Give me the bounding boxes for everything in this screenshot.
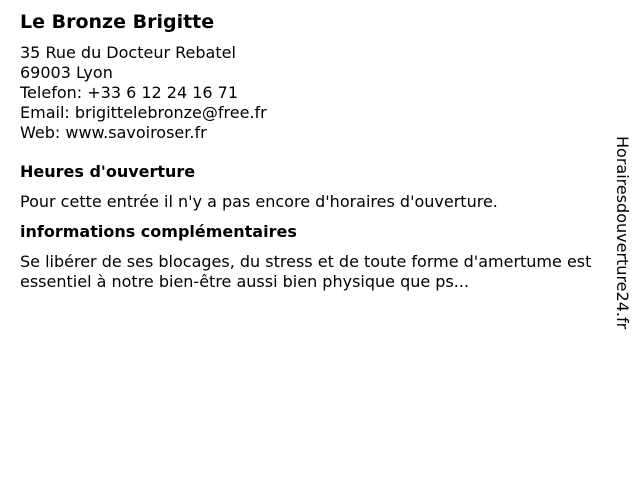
email-line: Email: brigittelebronze@free.fr (20, 103, 267, 122)
address-street: 35 Rue du Docteur Rebatel (20, 43, 236, 62)
site-watermark: Horairesdouverture24.fr (613, 136, 632, 330)
info-heading: informations complémentaires (20, 222, 297, 241)
address-city: 69003 Lyon (20, 63, 113, 82)
phone-line: Telefon: +33 6 12 24 16 71 (20, 83, 239, 102)
entry-card (20, 10, 610, 292)
contact-block (20, 43, 610, 143)
hours-text: Pour cette entrée il n'y a pas encore d'horaires d'ouverture. (20, 192, 498, 211)
web-line: Web: www.savoiroser.fr (20, 123, 207, 142)
info-text: Se libérer de ses blocages, du stress et de toute forme d'amertume est essentiel à notre bien-être aussi bien physique que ps... (20, 252, 592, 291)
hours-heading: Heures d'ouverture (20, 162, 196, 181)
business-name: Le Bronze Brigitte (20, 11, 215, 33)
